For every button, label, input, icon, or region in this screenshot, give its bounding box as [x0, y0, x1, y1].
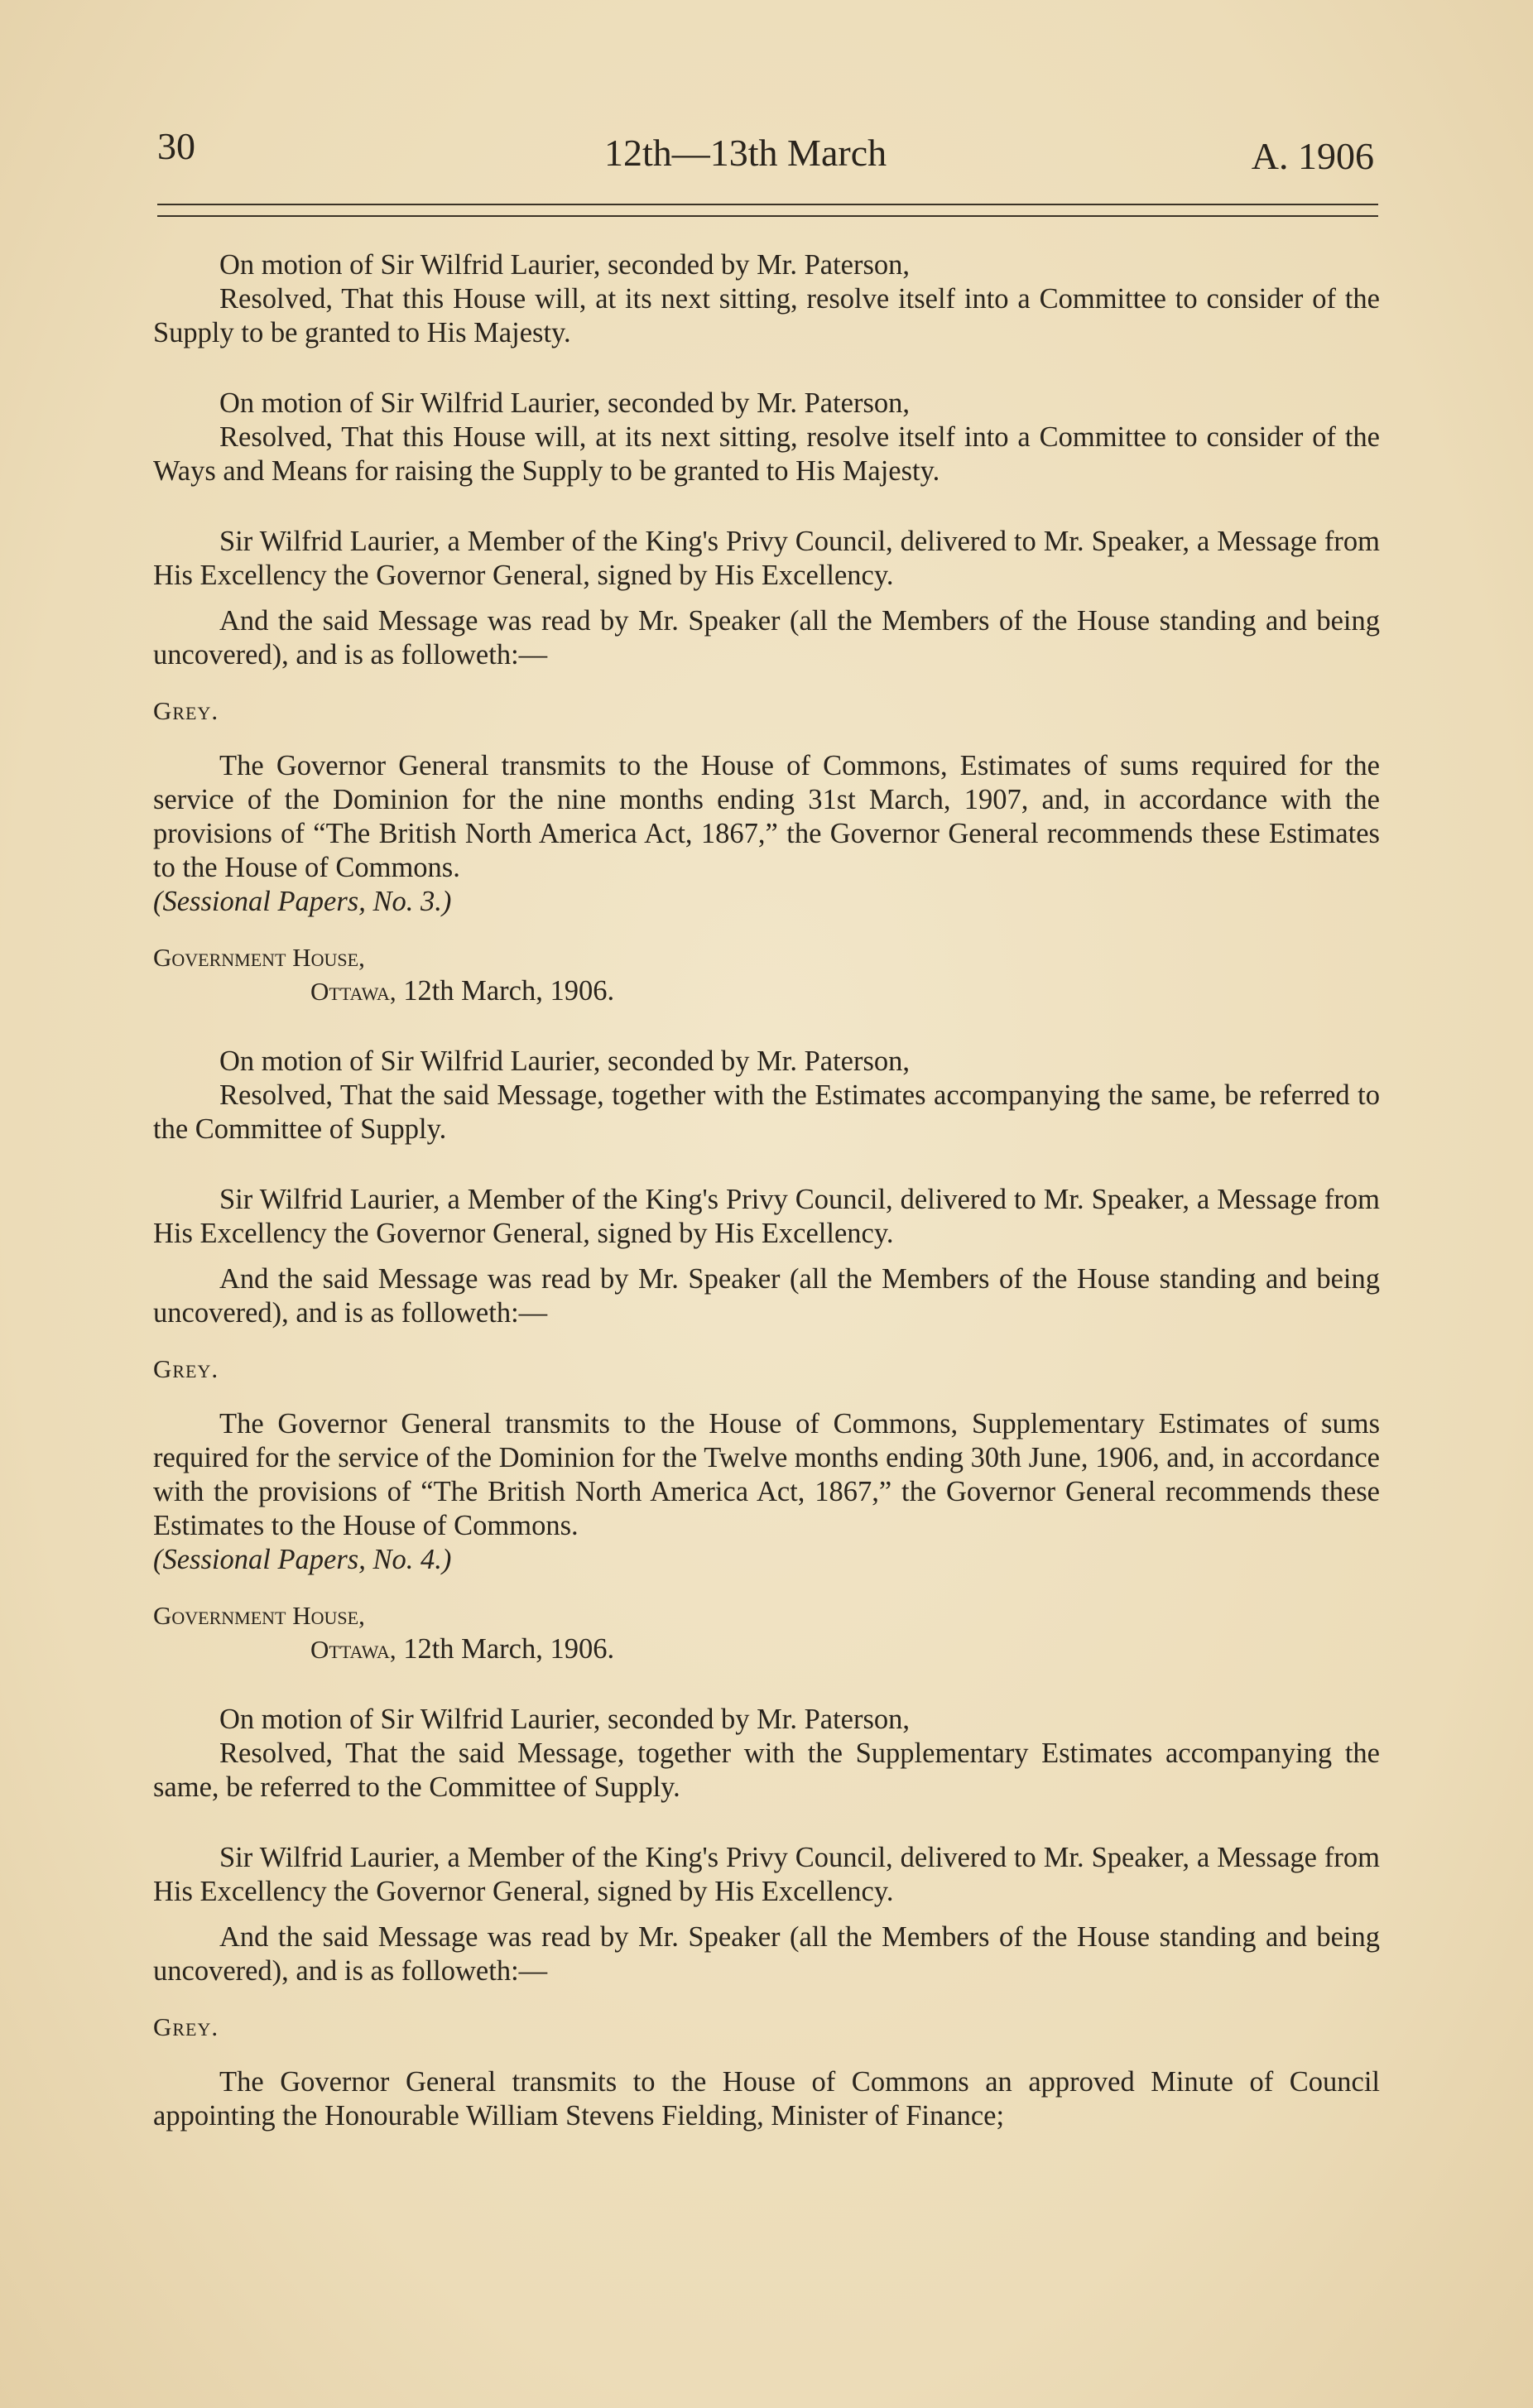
motion-4-intro: On motion of Sir Wilfrid Laurier, seconded by Mr. Paterson,: [219, 1704, 911, 1735]
motion-4-resolution: Resolved, That the said Message, together with the Supplementary Estimates accompanying the same, be referred to the Committee of Supply.: [153, 1738, 1380, 1803]
message-3-delivery: Sir Wilfrid Laurier, a Member of the King's Privy Council, delivered to Mr. Speaker, a Message from His Excellency the Governor General, signed by His Excellency.: [153, 1842, 1380, 1907]
message-2-delivery: Sir Wilfrid Laurier, a Member of the King's Privy Council, delivered to Mr. Speaker, a Message from His Excellency the Governor General, signed by His Excellency.: [153, 1184, 1380, 1249]
page-number: 30: [157, 125, 195, 167]
message-3-reading: And the said Message was read by Mr. Speaker (all the Members of the House standing and being uncovered), and is as followeth:—: [153, 1921, 1380, 1987]
message-1-reading: And the said Message was read by Mr. Speaker (all the Members of the House standing and being uncovered), and is as followeth:—: [153, 605, 1380, 670]
session-year: A. 1906: [1251, 135, 1374, 177]
sessional-paper-ref-4: (Sessional Papers, No. 4.): [153, 1544, 452, 1575]
dateline-2: [153, 1632, 1380, 1666]
message-2-reading: And the said Message was read by Mr. Speaker (all the Members of the House standing and being uncovered), and is as followeth:—: [153, 1263, 1380, 1329]
dateline-1: [153, 974, 1380, 1008]
motion-1-resolution: Resolved, That this House will, at its next sitting, resolve itself into a Committee to consider of the Supply to be granted to His Majesty.: [153, 283, 1380, 348]
dateline-2-place: Ottawa,: [310, 1635, 396, 1664]
motion-2-intro: On motion of Sir Wilfrid Laurier, seconded by Mr. Paterson,: [219, 387, 911, 419]
motion-1-intro: On motion of Sir Wilfrid Laurier, seconded by Mr. Paterson,: [219, 249, 911, 281]
dateline-2-date: 12th March, 1906.: [403, 1633, 615, 1665]
motion-2-resolution: Resolved, That this House will, at its next sitting, resolve itself into a Committee to consider of the Ways and Means for raising the Supply to be granted to His Majesty.: [153, 421, 1380, 487]
dateline-1-place: Ottawa,: [310, 977, 396, 1006]
signature-grey-2: Grey.: [153, 1354, 219, 1383]
header-rule-bottom: [157, 215, 1378, 217]
page-header: [157, 124, 1374, 182]
header-rule-top: [157, 204, 1378, 205]
government-house-2: Government House,: [153, 1601, 365, 1630]
motion-3-resolution: Resolved, That the said Message, together with the Estimates accompanying the same, be referred to the Committee of Supply.: [153, 1079, 1380, 1145]
signature-grey-3: Grey.: [153, 2012, 219, 2041]
dateline-1-date: 12th March, 1906.: [403, 975, 615, 1007]
government-house-1: Government House,: [153, 943, 365, 972]
page-body: [153, 248, 1380, 2133]
signature-grey-1: Grey.: [153, 696, 219, 725]
message-2-text: The Governor General transmits to the House of Commons, Supplementary Estimates of sums required for the service of the Dominion for the Twelve months ending 30th June, 1906, and, in accordance with the provisions of “The British North America Act, 1867,” the Governor General recommends these Estimates to the House of Commons.: [153, 1408, 1380, 1541]
motion-3-intro: On motion of Sir Wilfrid Laurier, seconded by Mr. Paterson,: [219, 1045, 911, 1077]
message-3-text: The Governor General transmits to the House of Commons an approved Minute of Council appointing the Honourable William Stevens Fielding, Minister of Finance;: [153, 2066, 1380, 2132]
running-title: 12th—13th March: [604, 132, 887, 174]
message-1-delivery: Sir Wilfrid Laurier, a Member of the King's Privy Council, delivered to Mr. Speaker, a Message from His Excellency the Governor General, signed by His Excellency.: [153, 526, 1380, 591]
sessional-paper-ref-3: (Sessional Papers, No. 3.): [153, 886, 452, 917]
message-1-text: The Governor General transmits to the House of Commons, Estimates of sums required for the service of the Dominion for the nine months ending 31st March, 1907, and, in accordance with the provisions of “The British North America Act, 1867,” the Governor General recommends these Estimates to the House of Commons.: [153, 750, 1380, 883]
